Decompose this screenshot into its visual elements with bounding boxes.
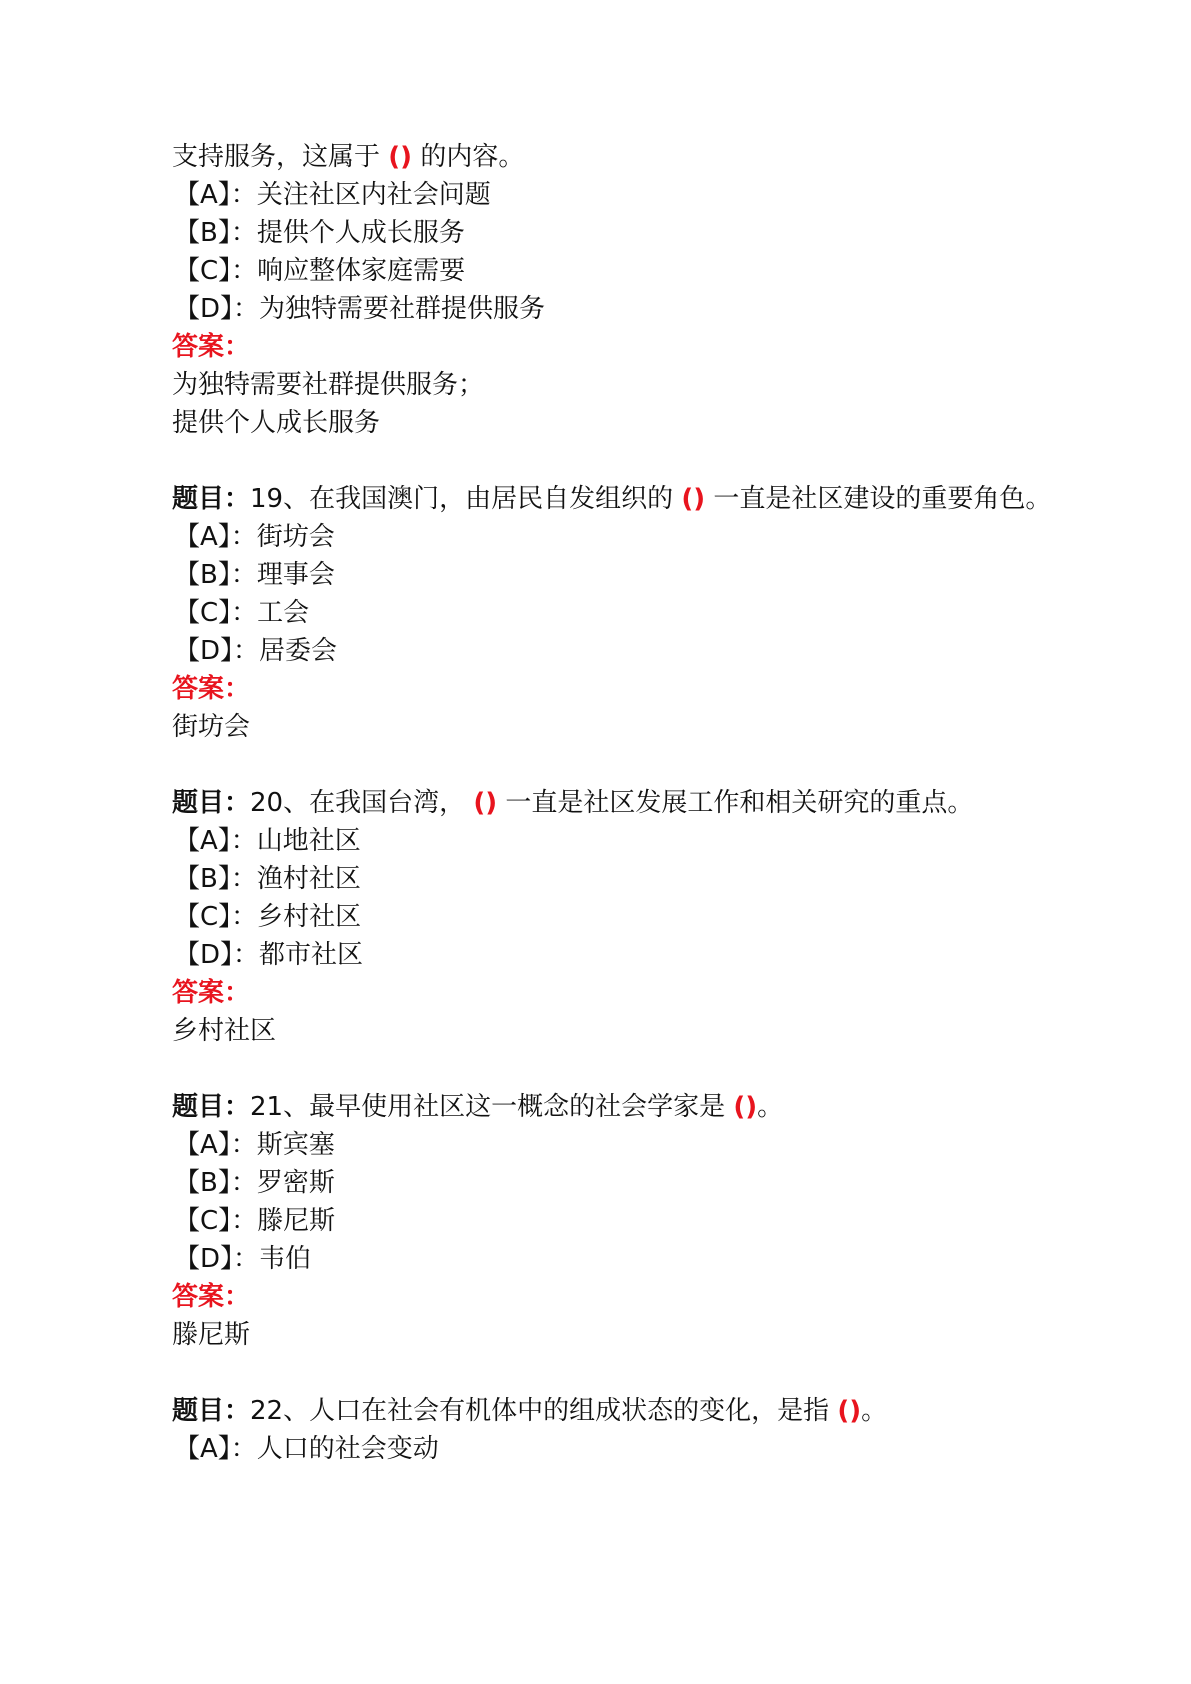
- answer-text: 提供个人成长服务: [172, 408, 381, 438]
- question-text: 题目：20、在我国台湾， () 一直是社区发展工作和相关研究的重点。: [172, 788, 974, 818]
- option-d: 【D】：为独特需要社群提供服务: [174, 294, 546, 324]
- question-text: 题目：19、在我国澳门，由居民自发组织的 () 一直是社区建设的重要角色。: [172, 484, 1052, 514]
- option-a: 【A】：山地社区: [174, 826, 361, 856]
- blank-paren: (): [733, 1092, 758, 1122]
- option-c: 【C】：滕尼斯: [174, 1206, 336, 1236]
- option-c: 【C】：乡村社区: [174, 902, 362, 932]
- question-text: 题目：21、最早使用社区这一概念的社会学家是 ()。: [172, 1092, 784, 1122]
- blank-paren: (): [473, 788, 498, 818]
- option-d: 【D】：居委会: [174, 636, 338, 666]
- answer-text: 街坊会: [172, 712, 251, 742]
- option-a: 【A】：斯宾塞: [174, 1130, 335, 1160]
- blank-paren: (): [681, 484, 706, 514]
- answer-label: 答案：: [172, 332, 251, 362]
- option-b: 【B】：渔村社区: [174, 864, 361, 894]
- option-a: 【A】：关注社区内社会问题: [174, 180, 491, 210]
- document-page: [172, 138, 1092, 1468]
- answer-label: 答案：: [172, 1282, 251, 1312]
- question-label: 题目：: [172, 484, 251, 514]
- option-b: 【B】：罗密斯: [174, 1168, 335, 1198]
- answer-text: 滕尼斯: [172, 1320, 251, 1350]
- answer-text: 乡村社区: [172, 1016, 277, 1046]
- answer-text: 为独特需要社群提供服务；: [172, 370, 485, 400]
- question-text: 题目：22、人口在社会有机体中的组成状态的变化，是指 ()。: [172, 1396, 888, 1426]
- option-b: 【B】：提供个人成长服务: [174, 218, 465, 248]
- option-d: 【D】：都市社区: [174, 940, 364, 970]
- blank-paren: (): [388, 142, 413, 172]
- question-label: 题目：: [172, 1092, 251, 1122]
- option-c: 【C】：响应整体家庭需要: [174, 256, 466, 286]
- answer-label: 答案：: [172, 674, 251, 704]
- option-d: 【D】：韦伯: [174, 1244, 312, 1274]
- blank-paren: (): [837, 1396, 862, 1426]
- question-label: 题目：: [172, 788, 251, 818]
- question-label: 题目：: [172, 1396, 251, 1426]
- question-text: 支持服务，这属于 () 的内容。: [172, 142, 525, 172]
- option-c: 【C】：工会: [174, 598, 310, 628]
- option-b: 【B】：理事会: [174, 560, 335, 590]
- option-a: 【A】：街坊会: [174, 522, 335, 552]
- answer-label: 答案：: [172, 978, 251, 1008]
- option-a: 【A】：人口的社会变动: [174, 1434, 439, 1464]
